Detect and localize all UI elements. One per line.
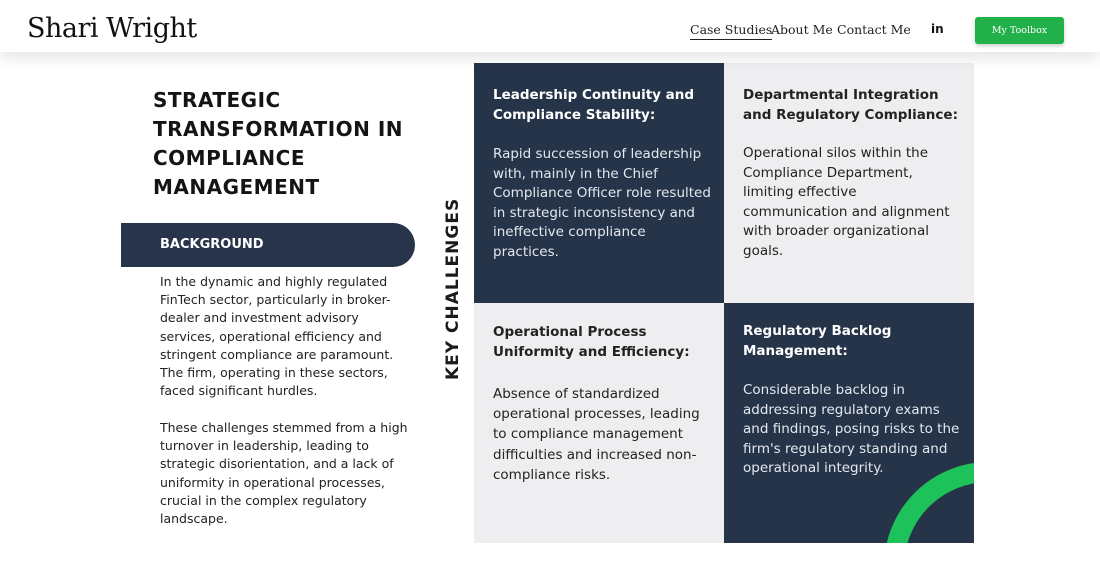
title-line: MANAGEMENT <box>153 175 320 199</box>
background-label-text: BACKGROUND <box>160 237 264 252</box>
challenge-body: Rapid succession of leadership with, mainly in the Chief Compliance Officer role resulted in strategic inconsistency and ineffective compliance practices. <box>493 146 711 260</box>
decorative-green-arc <box>724 302 974 543</box>
background-paragraph-1: In the dynamic and highly regulated FinTech sector, particularly in broker-dealer and investment advisory services, operational efficiency and stringent compliance are paramount. The firm, operating in these sectors, faced significant hurdles. <box>160 274 394 399</box>
site-header <box>0 0 1100 52</box>
background-section-label <box>121 223 415 267</box>
challenge-card-operational <box>474 303 724 543</box>
key-challenges-label: KEY CHALLENGES <box>443 197 463 380</box>
challenge-title: Leadership Continuity and Compliance Stability: <box>493 87 695 123</box>
challenge-title: Regulatory Backlog Management: <box>743 323 892 359</box>
title-line: TRANSFORMATION IN <box>153 117 404 141</box>
challenge-title: Departmental Integration and Regulatory Compliance: <box>743 87 958 123</box>
challenge-body: Absence of standardized operational processes, leading to compliance management difficulties and increased non-compliance risks. <box>493 386 700 483</box>
nav-about-me[interactable]: About Me <box>771 22 833 37</box>
background-paragraph-2: These challenges stemmed from a high turnover in leadership, leading to strategic disorientation, and a lack of uniformity in operational processes, crucial in the complex regulatory landscape. <box>160 420 408 527</box>
challenge-title: Operational Process Uniformity and Efficiency: <box>493 324 690 360</box>
linkedin-icon[interactable]: in <box>931 22 944 36</box>
my-toolbox-button[interactable]: My Toolbox <box>975 17 1064 44</box>
challenge-body: Considerable backlog in addressing regulatory exams and findings, posing risks to the firm's regulatory standing and operational integrity. <box>743 382 960 477</box>
nav-contact-me[interactable]: Contact Me <box>837 22 911 37</box>
page-title <box>153 86 423 202</box>
nav-case-studies[interactable]: Case Studies <box>690 22 772 40</box>
challenge-body: Operational silos within the Compliance Department, limiting effective communication and alignment with broader organizational goals. <box>743 145 950 259</box>
challenge-card-leadership <box>474 63 724 303</box>
site-logo[interactable]: Shari Wright <box>27 13 197 44</box>
challenge-card-departmental <box>724 63 974 303</box>
title-line: STRATEGIC <box>153 88 281 112</box>
title-line: COMPLIANCE <box>153 146 305 170</box>
